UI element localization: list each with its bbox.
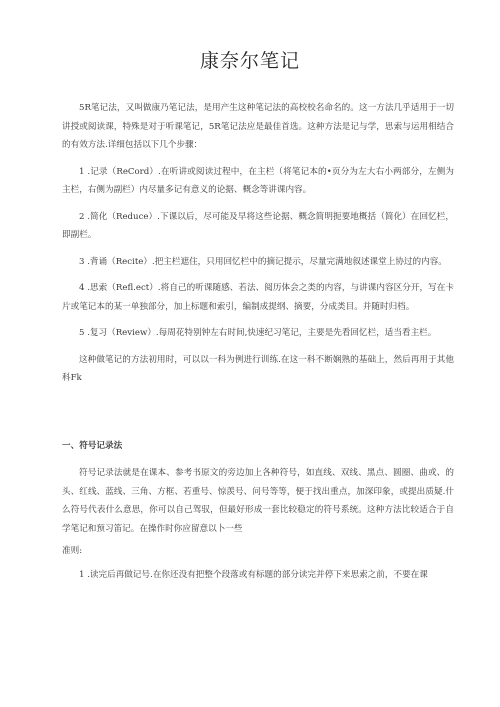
page-title: 康奈尔笔记: [199, 50, 300, 72]
paragraph-step-5: 5 .复习（Review）.每周花特别钟左右时间,快速纪习笔记，主要是先看回忆栏，适当看主栏。: [79, 328, 437, 338]
section-heading: 一、符号记录法: [62, 441, 123, 451]
paragraph-step-2: 2 .简化（Reduce）.下课以后，尽可能及早将这些论据、概念简明扼要地概括（简化）在回忆栏，即副栏。: [62, 211, 454, 240]
paragraph-symbol-method: 符号记录法就是在课本、参考书原文的旁边加上各种符号，如直线、双线、黑点、圆圈、曲或、的头、红线、蓝线、三角、方框、若重号、惊羡号、问号等等，便于找出重点，加深印象，或提出质疑.什么符号代表什么意思，你可以自己驾驭，但最好形成一套比较稳定的符号系统。这种方法比较适合于自学笔记和预习笛记。在操作时你应留意以卜一些: [62, 468, 454, 534]
paragraph-rule-1: 1 .读完后再做记号.在你还没有把整个段落或有标题的部分读完并停下来思索之前，不要在课: [79, 569, 428, 580]
paragraph-step-4: 4 .思索（Refl.ect）.将自己的听课随感、若法、阅历体会之类的内容，与讲课内容区分开，写在卡片或笔记本的某一单独部分，加上标题和索引，编制成提纲、摘要，分成类目。并随时归档。: [62, 283, 454, 312]
paragraph-step-3: 3 .背诵（Recite）.把主栏遮住，只用回忆栏中的摘记提示，尽量完满地叙述课堂上协过的内容。: [79, 256, 447, 267]
paragraph-closing: 这种做笔记的方法初用时，可以以一科为例进行训练.在这一科不断娴熟的基础上，然后再用于其他科Fk: [62, 354, 454, 383]
paragraph-rules-label: 准则:: [62, 546, 83, 556]
paragraph-intro: 5R笔记法，又叫做康乃笔记法，是用产生这种笔记法的高校校名命名的。这一方法几乎适用于一切讲授或阅读课，特殊是对于听课笔记，5R笔记法应是最佳首选。这种方法是记与学，思索与运用相结合的有效方法.详细包括以下几个步骤：: [62, 103, 454, 150]
paragraph-step-1: 1 .记录（ReCord）.在听讲或阅读过程中，在主栏（将笔记本的•页分为左大右小两部分，左侧为主栏，右侧为副栏）内尽量多记有意义的论据、概念等讲课内容。: [62, 166, 454, 195]
intro-section: [62, 99, 454, 396]
symbol-method-section: [62, 464, 454, 584]
